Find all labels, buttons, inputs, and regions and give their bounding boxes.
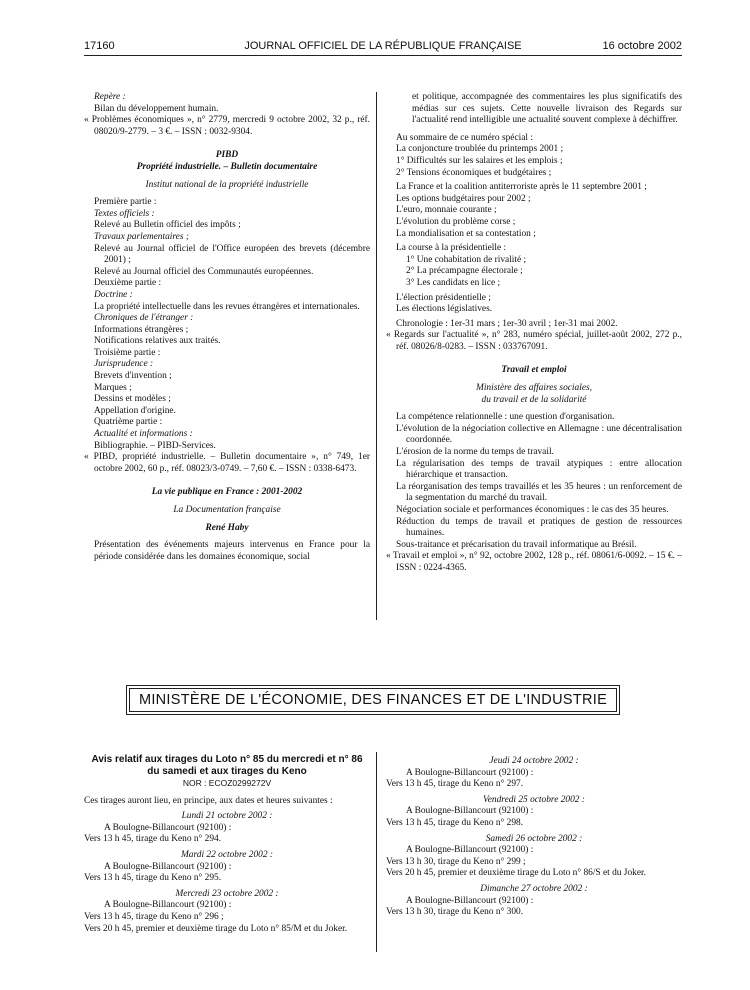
pibd-line: Première partie : bbox=[94, 197, 157, 208]
travail-item: Réduction du temps de travail et pratiques de gestion de ressources humaines. bbox=[396, 516, 682, 539]
pibd-line: Relevé au Journal officiel des Communautés européennes. bbox=[94, 266, 314, 277]
vie-text: Présentation des événements majeurs intervenus en France pour la période considérée dans les domaines économique, social bbox=[94, 540, 370, 562]
loto-day-date: Mardi 22 octobre 2002 : bbox=[180, 849, 273, 860]
travail-list bbox=[386, 412, 682, 551]
loto-draw-line: Vers 13 h 30, tirage du Keno n° 299 ; bbox=[386, 856, 526, 867]
sommaire-item: 1° Difficultés sur les salaires et les emplois ; bbox=[396, 155, 563, 166]
pibd-line: Brevets d'invention ; bbox=[94, 371, 172, 382]
loto-day-place: A Boulogne-Billancourt (92100) : bbox=[406, 767, 534, 778]
sommaire-list bbox=[386, 144, 682, 330]
issue-date: 16 octobre 2002 bbox=[602, 40, 682, 52]
loto-day-date: Jeudi 24 octobre 2002 : bbox=[489, 756, 579, 766]
pibd-line: Troisième partie : bbox=[94, 347, 161, 358]
vie-title: La vie publique en France : 2001-2002 bbox=[151, 487, 303, 498]
pibd-title: PIBD bbox=[215, 150, 239, 161]
loto-intro: Ces tirages auront lieu, en principe, aux dates et heures suivantes : bbox=[84, 795, 333, 806]
loto-draw-line: Vers 13 h 45, tirage du Keno n° 295. bbox=[84, 873, 222, 884]
regards-ref: « Regards sur l'actualité », n° 283, numéro spécial, juillet-août 2002, 272 p., réf. 08026/8-0283. – ISSN : 033767091. bbox=[386, 330, 682, 352]
loto-days-left bbox=[84, 811, 370, 935]
pibd-contents bbox=[84, 197, 370, 452]
loto-day-date: Mercredi 23 octobre 2002 : bbox=[175, 888, 279, 899]
pibd-line: Relevé au Journal officiel de l'Office européen des brevets (décembre 2001) ; bbox=[94, 243, 370, 266]
loto-draw-line: Vers 13 h 30, tirage du Keno n° 300. bbox=[386, 907, 524, 918]
pibd-line: Informations étrangères ; bbox=[94, 324, 189, 335]
travail-item: Négociation sociale et performances économiques : le cas des 35 heures. bbox=[396, 505, 669, 515]
pibd-line: Dessins et modèles ; bbox=[94, 394, 171, 405]
pibd-line: Chroniques de l'étranger : bbox=[94, 313, 194, 324]
loto-title: Avis relatif aux tirages du Loto n° 85 du mercredi et n° 86 du samedi et aux tirages du Keno bbox=[91, 754, 363, 777]
pibd-subtitle: Propriété industrielle. – Bulletin documentaire bbox=[136, 161, 318, 172]
loto-day-date: Dimanche 27 octobre 2002 : bbox=[480, 883, 588, 894]
loto-day-date: Vendredi 25 octobre 2002 : bbox=[483, 794, 585, 805]
travail-item: Sous-traitance et précarisation du travail informatique au Brésil. bbox=[396, 539, 637, 550]
pibd-line: Relevé au Bulletin officiel des impôts ; bbox=[94, 220, 241, 231]
page-number: 17160 bbox=[84, 40, 115, 52]
loto-draw-line: Vers 20 h 45, premier et deuxième tirage du Loto n° 85/M et du Joker. bbox=[84, 923, 348, 934]
loto-nor: NOR : ECOZ0299272V bbox=[182, 778, 272, 788]
loto-draw-line: Vers 13 h 45, tirage du Keno n° 298. bbox=[386, 817, 524, 828]
sommaire-item: Chronologie : 1er-31 mars ; 1er-30 avril ; 1er-31 mai 2002. bbox=[396, 318, 618, 329]
sommaire-item: La conjoncture troublée du printemps 2001 ; bbox=[396, 144, 564, 155]
loto-day-place: A Boulogne-Billancourt (92100) : bbox=[104, 861, 232, 872]
loto-draw-line: Vers 20 h 45, premier et deuxième tirage du Loto n° 86/S et du Joker. bbox=[386, 868, 646, 879]
sommaire-item: La course à la présidentielle : bbox=[396, 243, 507, 254]
sommaire-item: L'euro, monnaie courante ; bbox=[396, 205, 497, 216]
pibd-line: Actualité et informations : bbox=[94, 429, 193, 440]
loto-day-date: Samedi 26 octobre 2002 : bbox=[485, 833, 583, 844]
sommaire-item: 3° Les candidats en lice ; bbox=[406, 277, 501, 288]
problemes-ref: « Problèmes économiques », n° 2779, mercredi 9 octobre 2002, 32 p., réf. 08020/9-2779. – 3 €. – ISSN : 0032-9304. bbox=[84, 115, 370, 137]
vie-publisher: La Documentation française bbox=[173, 505, 281, 515]
pibd-line: Doctrine : bbox=[94, 289, 133, 300]
loto-day-place: A Boulogne-Billancourt (92100) : bbox=[406, 845, 534, 856]
pibd-ref: « PIBD, propriété industrielle. – Bulletin documentaire », n° 749, 1er octobre 2002, 60 p., réf. 08023/3-0749. – 7,60 €. – ISSN : 0338-6473. bbox=[84, 452, 370, 474]
pibd-line: Appellation d'origine. bbox=[94, 405, 176, 416]
regards-continuation: et politique, accompagnée des commentaires les plus significatifs des médias sur ces sujets. Cette nouvelle livraison des Regards sur l'actualité rend intelligible une actualité souvent complexe à déchiffrer. bbox=[412, 92, 682, 126]
column-separator-bottom bbox=[376, 752, 377, 952]
repere-text: Bilan du développement humain. bbox=[94, 103, 219, 114]
pibd-line: Jurisprudence : bbox=[94, 359, 154, 370]
loto-days-right bbox=[386, 756, 682, 919]
travail-item: La régularisation des temps de travail atypiques : entre allocation hiérarchique et transaction. bbox=[396, 458, 682, 481]
loto-draw-line: Vers 13 h 45, tirage du Keno n° 297. bbox=[386, 779, 524, 790]
pibd-line: La propriété intellectuelle dans les revues étrangères et internationales. bbox=[94, 301, 360, 312]
loto-day bbox=[386, 795, 682, 830]
sommaire-item: Les élections législatives. bbox=[396, 304, 493, 315]
loto-day bbox=[386, 834, 682, 880]
loto-day bbox=[84, 811, 370, 846]
left-column bbox=[84, 92, 370, 563]
loto-day-date: Lundi 21 octobre 2002 : bbox=[181, 811, 273, 822]
pibd-line: Textes officiels : bbox=[94, 208, 155, 219]
loto-left-column bbox=[84, 754, 370, 935]
sommaire-item: 2° La précampagne électorale ; bbox=[406, 266, 523, 277]
loto-draw-line: Vers 13 h 45, tirage du Keno n° 296 ; bbox=[84, 911, 224, 922]
travail-ref: « Travail et emploi », n° 92, octobre 2002, 128 p., réf. 08061/6-0092. – 15 €. – ISSN : 0224-4365. bbox=[386, 551, 682, 573]
sommaire-item: La France et la coalition antiterroriste après le 11 septembre 2001 ; bbox=[396, 182, 647, 193]
pibd-line: Marques ; bbox=[94, 382, 132, 393]
travail-item: La compétence relationnelle : une question d'organisation. bbox=[396, 412, 615, 423]
loto-day-place: A Boulogne-Billancourt (92100) : bbox=[104, 822, 232, 833]
sommaire-label: Au sommaire de ce numéro spécial : bbox=[396, 132, 533, 143]
travail-ministere-1: Ministère des affaires sociales, bbox=[476, 383, 592, 394]
page-header bbox=[84, 40, 682, 54]
travail-ministere-2: du travail et de la solidarité bbox=[481, 394, 587, 405]
pibd-line: Travaux parlementaires ; bbox=[94, 231, 189, 242]
loto-day-place: A Boulogne-Billancourt (92100) : bbox=[406, 895, 534, 906]
pibd-line: Deuxième partie : bbox=[94, 278, 162, 289]
loto-day-place: A Boulogne-Billancourt (92100) : bbox=[104, 900, 232, 911]
travail-item: L'évolution de la négociation collective en Allemagne : une décentralisation coordonnée. bbox=[396, 423, 682, 446]
travail-item: La réorganisation des temps travaillés et les 35 heures : un renforcement de la segmentation du marché du travail. bbox=[396, 481, 682, 504]
header-rule bbox=[84, 55, 682, 56]
loto-day-place: A Boulogne-Billancourt (92100) : bbox=[406, 806, 534, 817]
travail-title: Travail et emploi bbox=[501, 365, 567, 376]
sommaire-item: 2° Tensions économiques et budgétaires ; bbox=[396, 167, 552, 178]
sommaire-item: La mondialisation et sa contestation ; bbox=[396, 228, 536, 239]
sommaire-item: Les options budgétaires pour 2002 ; bbox=[396, 193, 531, 204]
sommaire-item: L'évolution du problème corse ; bbox=[396, 216, 516, 227]
repere-label: Repère : bbox=[94, 92, 126, 102]
loto-day bbox=[386, 884, 682, 919]
right-column bbox=[386, 92, 682, 575]
loto-day bbox=[386, 756, 682, 791]
travail-item: L'érosion de la norme du temps de travail. bbox=[396, 447, 554, 458]
pibd-institut: Institut national de la propriété industrielle bbox=[145, 179, 309, 190]
pibd-line: Notifications relatives aux traités. bbox=[94, 336, 221, 347]
pibd-line: Quatrième partie : bbox=[94, 417, 163, 428]
ministry-banner-text: MINISTÈRE DE L'ÉCONOMIE, DES FINANCES ET DE L'INDUSTRIE bbox=[138, 692, 608, 708]
journal-title: JOURNAL OFFICIEL DE LA RÉPUBLIQUE FRANÇAISE bbox=[244, 40, 522, 52]
sommaire-item: L'élection présidentielle ; bbox=[396, 292, 491, 303]
vie-author: René Haby bbox=[205, 522, 249, 533]
loto-draw-line: Vers 13 h 45, tirage du Keno n° 294. bbox=[84, 834, 222, 845]
loto-right-column bbox=[386, 752, 682, 919]
sommaire-item: 1° Une cohabitation de rivalité ; bbox=[406, 254, 527, 265]
column-separator-top bbox=[376, 92, 377, 620]
ministry-banner bbox=[129, 688, 617, 712]
loto-day bbox=[84, 850, 370, 885]
pibd-line: Bibliographie. – PIBD-Services. bbox=[94, 440, 216, 451]
loto-day bbox=[84, 889, 370, 935]
